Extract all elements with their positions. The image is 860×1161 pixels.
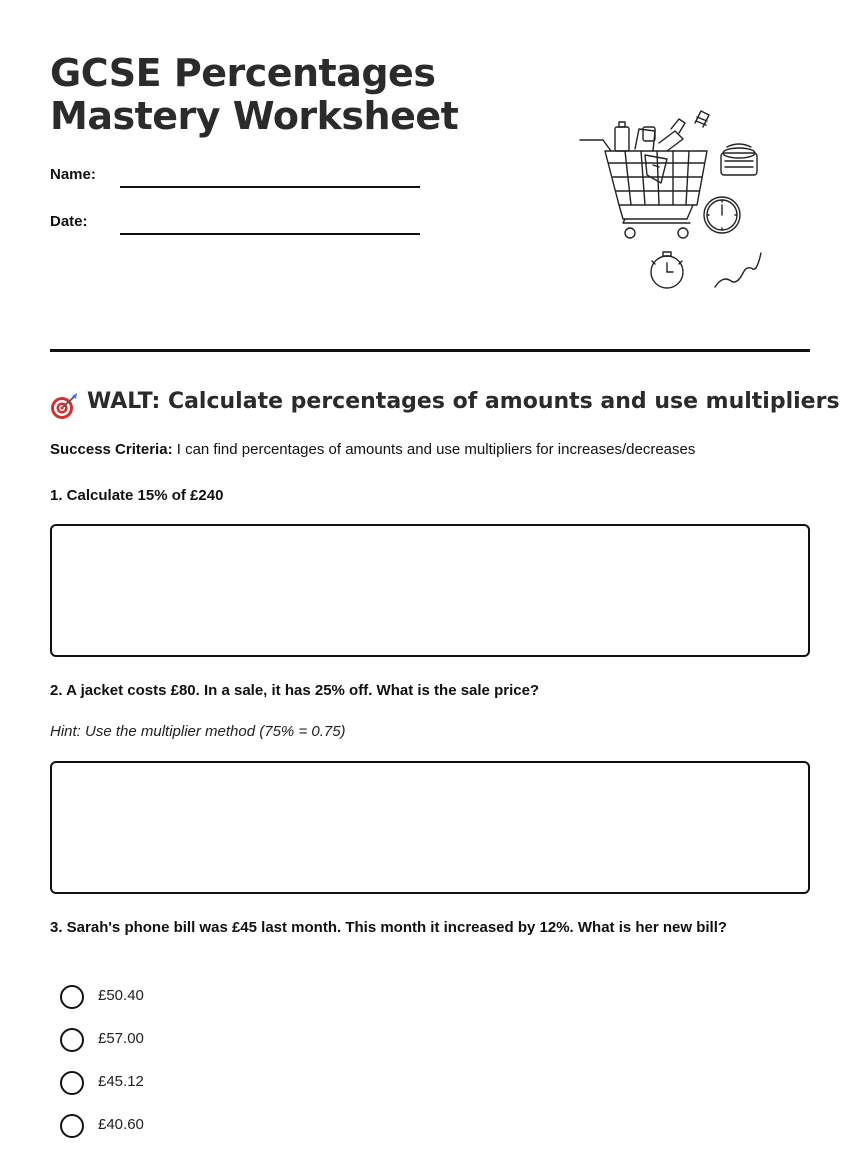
answer-box-1[interactable]: [50, 524, 810, 657]
question-1: 1. Calculate 15% of £240: [50, 487, 224, 504]
question-2: 2. A jacket costs £80. In a sale, it has 25% off. What is the sale price?: [50, 682, 540, 699]
success-criteria-text: I can find percentages of amounts and use multipliers for increases/decreases: [172, 441, 696, 458]
option-label: £50.40: [98, 987, 144, 1004]
shopping-cart-illustration: [575, 105, 775, 300]
option-label: £57.00: [98, 1030, 144, 1047]
radio-button[interactable]: [60, 1071, 84, 1095]
name-field[interactable]: [50, 166, 420, 196]
date-field[interactable]: [50, 213, 420, 243]
radio-button[interactable]: [60, 985, 84, 1009]
answer-option[interactable]: [60, 1071, 360, 1097]
walt-heading: [50, 389, 840, 421]
dart-target-icon: [50, 392, 80, 420]
date-line[interactable]: [120, 233, 420, 235]
option-label: £40.60: [98, 1116, 144, 1133]
success-criteria: [50, 441, 695, 458]
answer-option[interactable]: [60, 1114, 360, 1140]
question-2-hint: Hint: Use the multiplier method (75% = 0.75): [50, 723, 346, 740]
answer-box-2[interactable]: [50, 761, 810, 894]
walt-text: WALT: Calculate percentages of amounts and use multipliers: [87, 389, 840, 414]
date-label: Date:: [50, 213, 88, 230]
name-label: Name:: [50, 166, 96, 183]
worksheet-title: [50, 52, 470, 138]
question-3: 3. Sarah's phone bill was £45 last month. This month it increased by 12%. What is her new bill?: [50, 919, 728, 936]
header-divider: [50, 349, 810, 352]
option-label: £45.12: [98, 1073, 144, 1090]
title-line-2: Mastery Worksheet: [50, 94, 459, 138]
radio-button[interactable]: [60, 1114, 84, 1138]
title-line-1: GCSE Percentages: [50, 51, 436, 95]
answer-option[interactable]: [60, 985, 360, 1011]
radio-button[interactable]: [60, 1028, 84, 1052]
name-line[interactable]: [120, 186, 420, 188]
answer-option[interactable]: [60, 1028, 360, 1054]
success-criteria-label: Success Criteria:: [50, 441, 173, 458]
